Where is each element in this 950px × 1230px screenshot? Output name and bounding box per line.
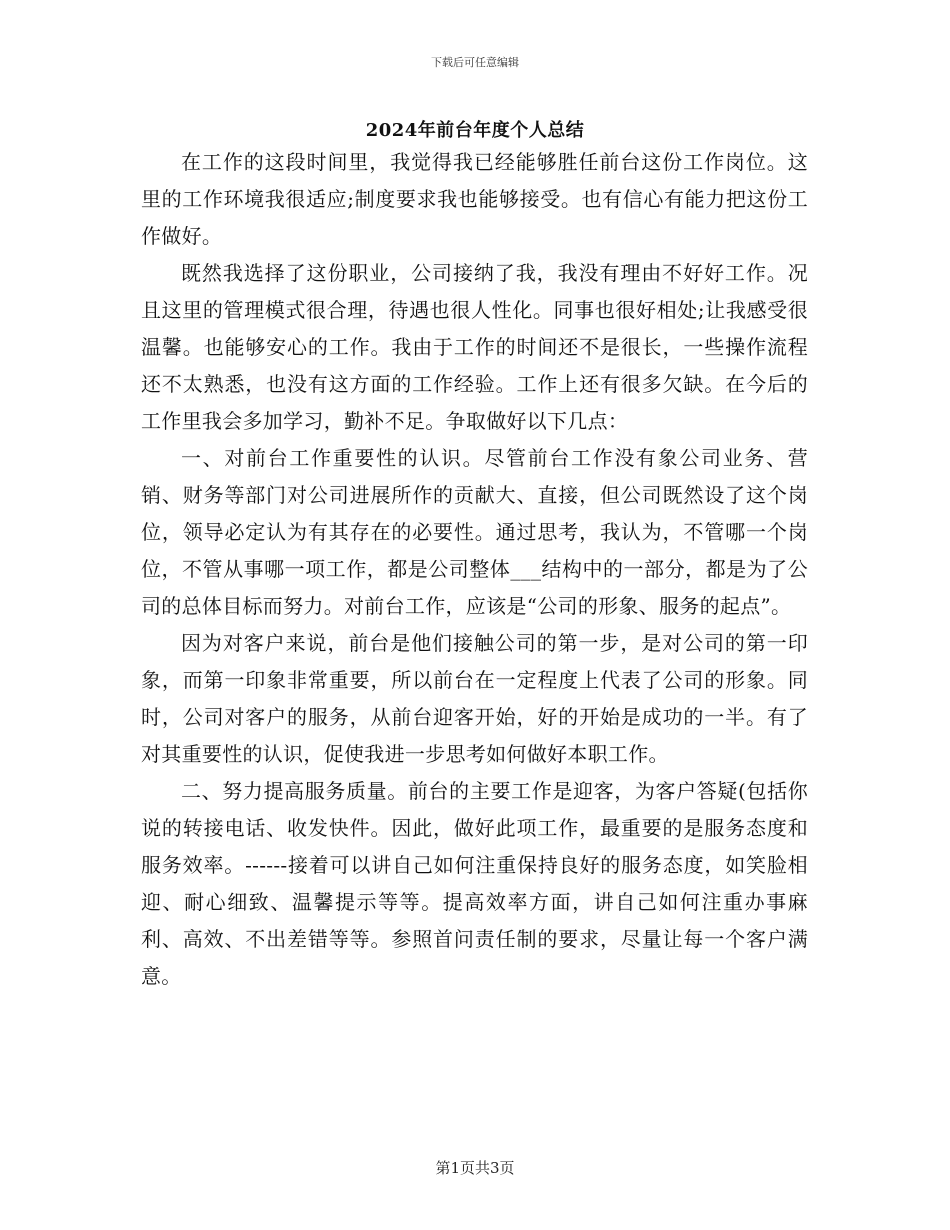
page-indicator: 第1页共3页 — [435, 1159, 515, 1177]
document-title: 2024年前台年度个人总结 — [365, 120, 585, 141]
paragraph: 一、对前台工作重要性的认识。尽管前台工作没有象公司业务、营销、财务等部门对公司进展所作的贡献大、直接，但公司既然设了这个岗位，领导必定认为有其存在的必要性。通过思考，我认为，不管哪一个岗位，不管从事哪一项工作，都是公司整体___结构中的一部分，都是为了公司的总体目标而努力。对前台工作，应该是“公司的形象、服务的起点”。 — [141, 446, 808, 618]
paragraph: 二、努力提高服务质量。前台的主要工作是迎客，为客户答疑(包括你说的转接电话、收发快件。因此，做好此项工作，最重要的是服务态度和服务效率。------接着可以讲自己如何注重保持良好的服务态度，如笑脸相迎、耐心细致、温馨提示等等。提高效率方面，讲自己如何注重办事麻利、高效、不出差错等等。参照首问责任制的要求，尽量让每一个客户满意。 — [141, 779, 808, 988]
paragraph: 既然我选择了这份职业，公司接纳了我，我没有理由不好好工作。况且这里的管理模式很合理，待遇也很人性化。同事也很好相处;让我感受很温馨。也能够安心的工作。我由于工作的时间还不是很长，一些操作流程还不太熟悉，也没有这方面的工作经验。工作上还有很多欠缺。在今后的工作里我会多加学习，勤补不足。争取做好以下几点： — [141, 261, 808, 433]
document-body — [141, 144, 808, 995]
header-note: 下载后可任意编辑 — [431, 56, 519, 69]
paragraph: 在工作的这段时间里，我觉得我已经能够胜任前台这份工作岗位。这里的工作环境我很适应;制度要求我也能够接受。也有信心有能力把这份工作做好。 — [141, 150, 808, 248]
paragraph: 因为对客户来说，前台是他们接触公司的第一步，是对公司的第一印象，而第一印象非常重要，所以前台在一定程度上代表了公司的形象。同时，公司对客户的服务，从前台迎客开始，好的开始是成功的一半。有了对其重要性的认识，促使我进一步思考如何做好本职工作。 — [141, 631, 808, 766]
